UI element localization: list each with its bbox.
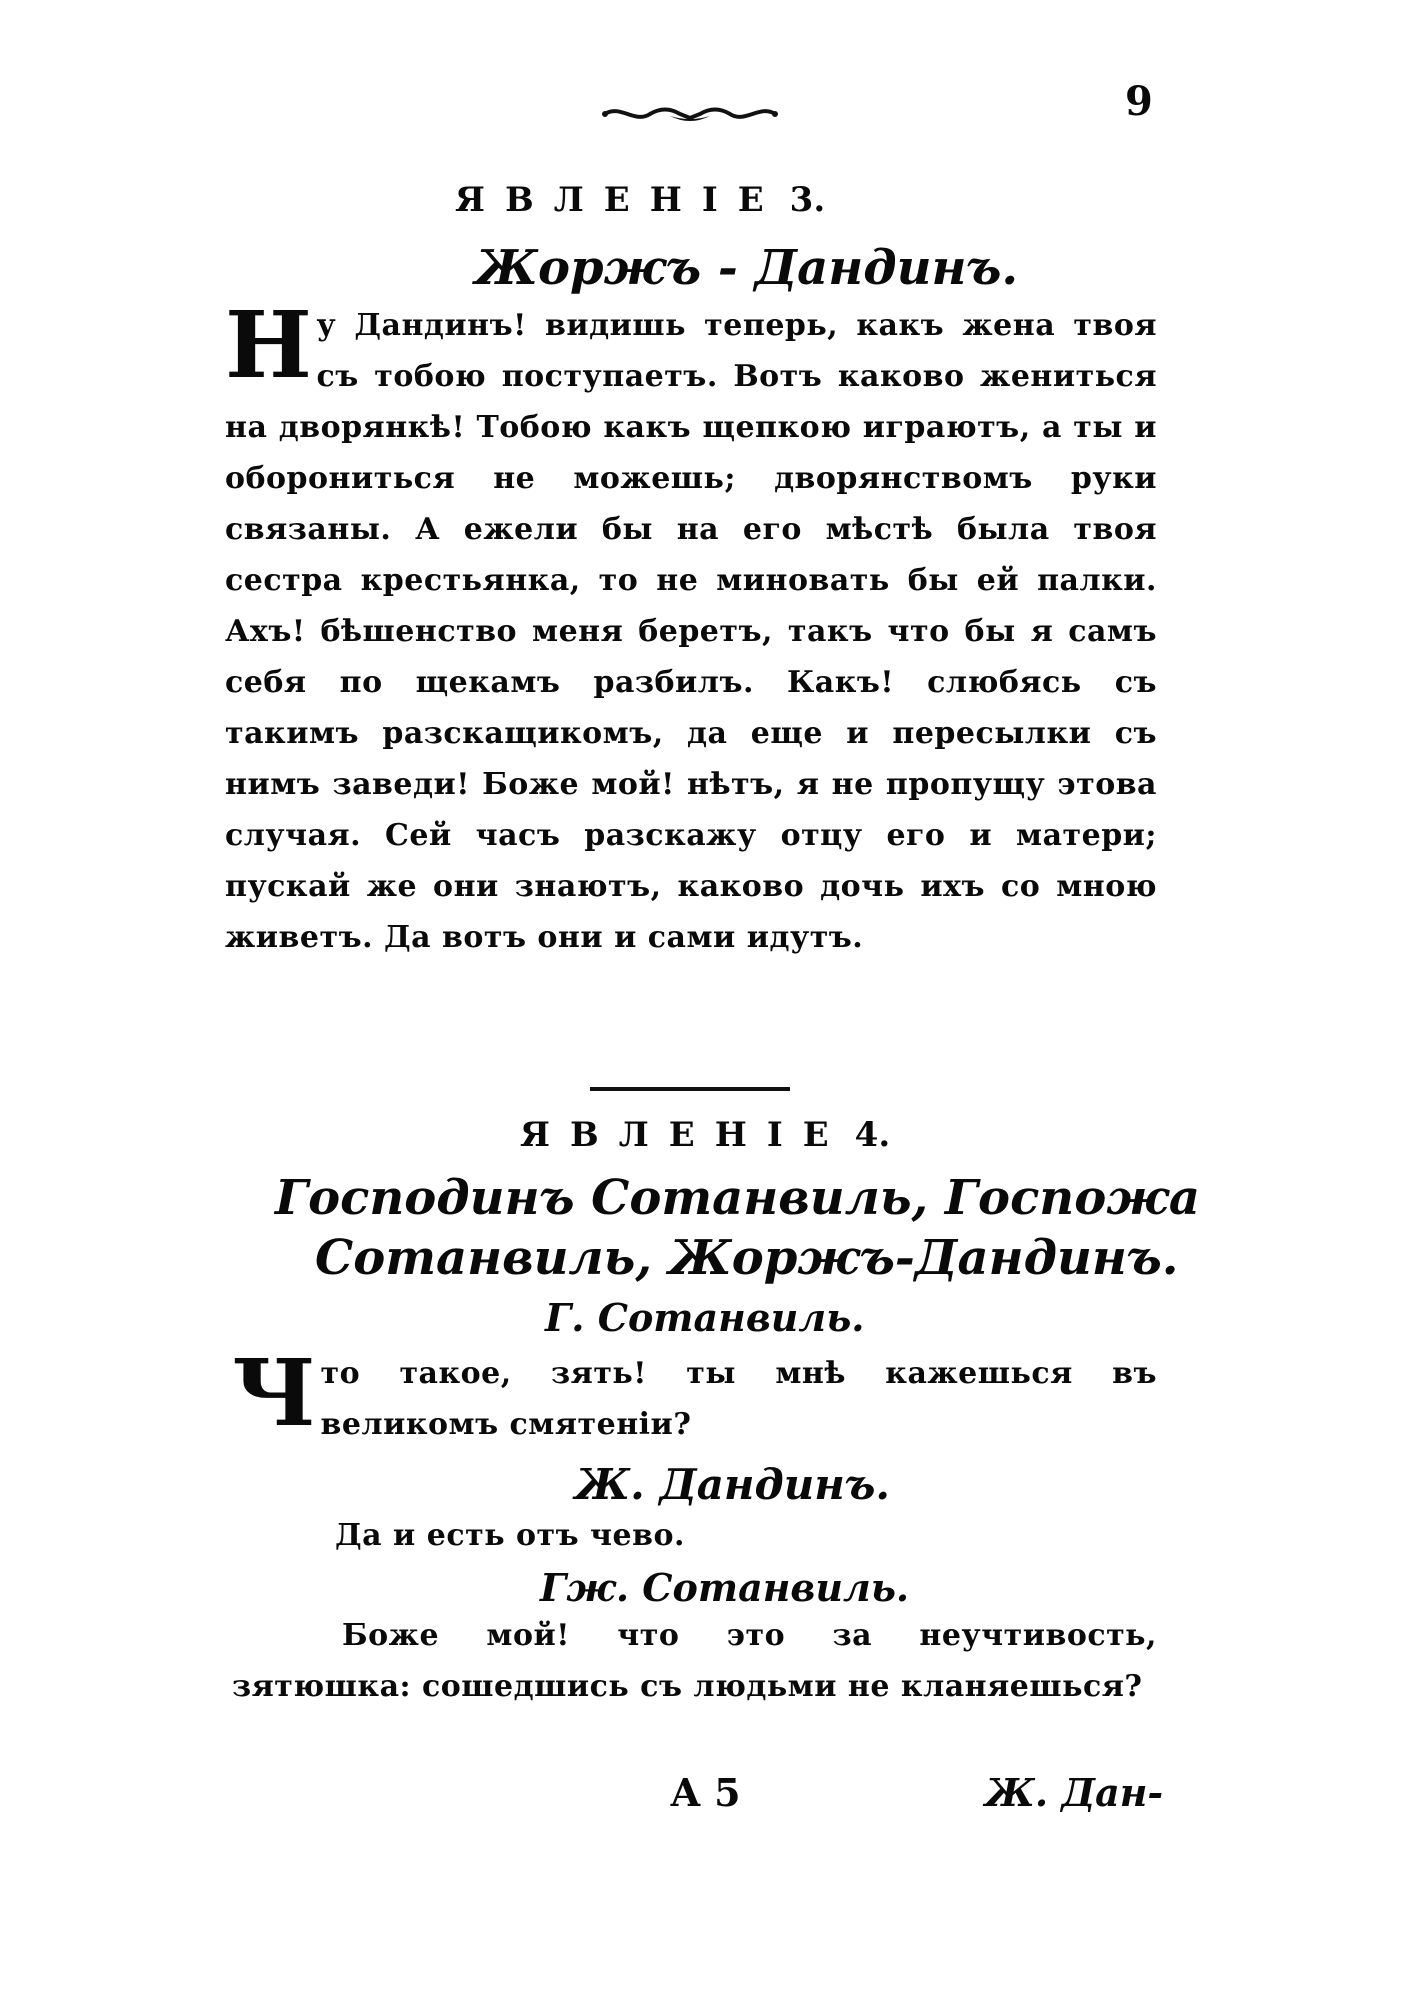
scene4-number: 4. <box>854 1115 891 1155</box>
scene4-speaker3: Гж. Сотанвиль. <box>540 1565 910 1610</box>
scene3-dropcap: Н <box>225 291 313 399</box>
section-divider <box>590 1087 790 1091</box>
scene4-text2: Да и есть отъ чево. <box>335 1518 685 1553</box>
scene4-speaker1: Г. Сотанвиль. <box>545 1295 865 1340</box>
scene3-heading <box>455 180 825 220</box>
catchword: Ж. Дан- <box>985 1770 1164 1815</box>
fleuron-ornament-icon <box>600 100 780 130</box>
scene4-characters-line2: Сотанвиль, Жоржъ-Дандинъ. <box>315 1230 1179 1286</box>
scene4-speaker2: Ж. Дандинъ. <box>575 1460 891 1509</box>
scene4-text1: то такое, зять! ты мнѣ кажешься въ великомъ смятенiи? <box>320 1356 1157 1442</box>
scene3-speaker: Жоржъ - Дандинъ. <box>475 240 1019 296</box>
page-number: 9 <box>1125 78 1153 125</box>
scene3-number: 3. <box>789 180 826 220</box>
scene3-heading-word: ЯВЛЕНIЕ <box>455 180 784 220</box>
scene3-speech <box>225 291 1157 963</box>
scene3-text: у Дандинъ! видишь теперь, какъ жена твоя съ тобою поступаетъ. Вотъ каково жениться на дворянкѣ! Тобою какъ щепкою играютъ, а ты и оборониться не можешь; дворянствомъ руки связаны. А ежели бы на его мѣстѣ была твоя сестра крестьянка, то не миновать бы ей палки. Ахъ! бѣшенство меня беретъ, такъ что бы я самъ себя по щекамъ разбилъ. Какъ! слюбясь съ такимъ разскащикомъ, да еще и пересылки съ нимъ заведи! Боже мой! нѣтъ, я не пропущу этова случая. Сей часъ разскажу отцу его и матери; пускай же они знаютъ, каково дочь ихъ со мною живетъ. Да вотъ они и сами идутъ. <box>225 308 1157 955</box>
scene4-dropcap: Ч <box>232 1339 317 1447</box>
scene4-characters-line1: Господинъ Сотанвиль, Госпожа <box>275 1170 1200 1226</box>
scene4-heading <box>520 1115 890 1155</box>
scene4-speech1 <box>232 1339 1157 1450</box>
scene4-heading-word: ЯВЛЕНIЕ <box>520 1115 849 1155</box>
scene4-text3: Боже мой! что это за неучтивость, зятюшка: сошедшись съ людьми не кланяешься? <box>232 1618 1157 1704</box>
signature-mark: А 5 <box>670 1770 741 1815</box>
